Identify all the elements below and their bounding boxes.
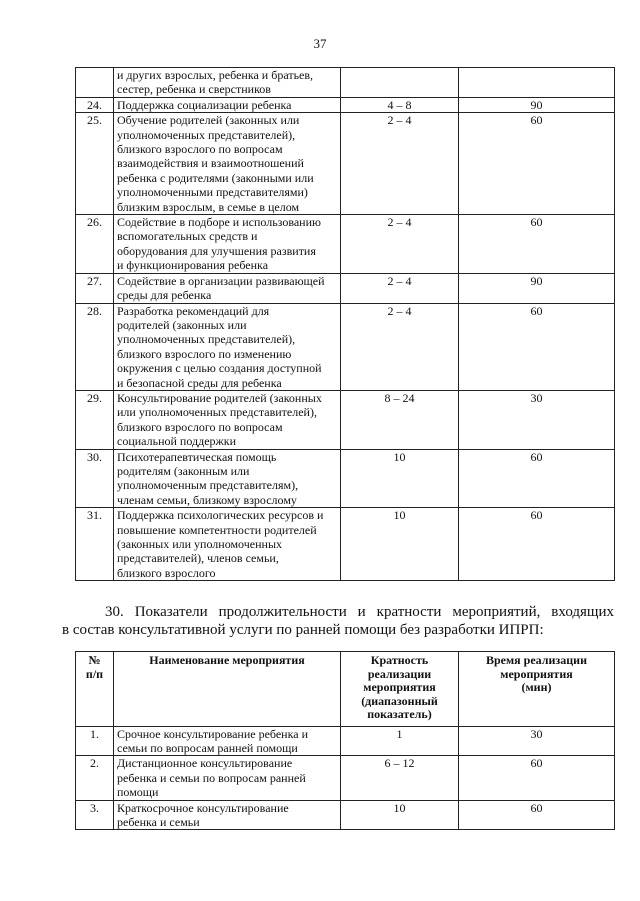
activity-name-line: семьи по вопросам ранней помощи — [117, 740, 298, 755]
cell-duration: 30 — [459, 390, 615, 449]
cell-duration: 30 — [459, 726, 615, 756]
cell-frequency: 2 – 4 — [341, 215, 459, 274]
cell-number: 28. — [76, 303, 114, 390]
page-number: 37 — [313, 36, 327, 51]
header-duration — [459, 652, 615, 727]
activity-name-line: близкого взрослого по вопросам — [117, 419, 283, 434]
activity-name-line: Поддержка психологических ресурсов и — [117, 508, 324, 523]
activity-name-line: Краткосрочное консультирование — [117, 800, 289, 815]
header-frequency-line: (диапазонный — [361, 693, 438, 708]
cell-activity-name — [114, 303, 341, 390]
activity-name-line: уполномоченными представителями) — [117, 185, 308, 200]
cell-activity-name — [114, 215, 341, 274]
header-number-line: п/п — [85, 666, 104, 681]
cell-number: 30. — [76, 449, 114, 508]
cell-number: 1. — [76, 726, 114, 756]
consultation-activities-table — [75, 651, 615, 830]
activity-name-line: Обучение родителей (законных или — [117, 113, 300, 128]
activity-name-line: Срочное консультирование ребенка и — [117, 726, 308, 741]
activity-name-line: Дистанционное консультирование — [117, 756, 293, 771]
cell-frequency — [341, 68, 459, 98]
activities-table-continued-body — [76, 68, 615, 581]
consultation-table-body — [76, 726, 615, 830]
table-row — [76, 449, 615, 508]
header-number — [76, 652, 114, 727]
header-frequency — [341, 652, 459, 727]
cell-duration: 90 — [459, 97, 615, 112]
cell-number: 3. — [76, 800, 114, 830]
cell-activity-name — [114, 390, 341, 449]
activity-name-line: и других взрослых, ребенка и братьев, — [117, 68, 314, 82]
activity-name-line: и функционирования ребенка — [117, 258, 269, 273]
activity-name-line: взаимодействия и взаимоотношений — [117, 156, 304, 171]
cell-activity-name — [114, 726, 341, 756]
activity-name-line: или уполномоченных представителей), — [117, 405, 317, 420]
activity-name-line: родителей (законных или — [117, 317, 247, 332]
activity-name-line: членам семьи, близкому взрослому — [117, 492, 297, 507]
cell-activity-name — [114, 800, 341, 830]
cell-number: 24. — [76, 97, 114, 112]
activity-name-line: Содействие в подборе и использованию — [117, 215, 321, 230]
header-frequency-line: Кратность — [370, 653, 429, 667]
cell-frequency: 2 – 4 — [341, 113, 459, 215]
activity-name-line: Психотерапевтическая помощь — [117, 449, 277, 464]
header-duration-line: мероприятия — [500, 666, 573, 681]
activity-name-line: Поддержка социализации ребенка — [117, 97, 292, 112]
activity-name-line: оборудования для улучшения развития — [117, 243, 316, 258]
cell-frequency: 8 – 24 — [341, 390, 459, 449]
cell-activity-name — [114, 113, 341, 215]
table-row — [76, 113, 615, 215]
cell-duration: 60 — [459, 800, 615, 830]
cell-duration: 90 — [459, 273, 615, 303]
table-row — [76, 756, 615, 800]
cell-activity-name — [114, 756, 341, 800]
cell-activity-name — [114, 449, 341, 508]
cell-number — [76, 68, 114, 98]
activity-name-line: ребенка и семьи по вопросам ранней — [117, 770, 306, 785]
consultation-table-header — [76, 652, 615, 727]
cell-number: 29. — [76, 390, 114, 449]
activity-name-line: уполномоченных представителей), — [117, 127, 296, 142]
cell-number: 2. — [76, 756, 114, 800]
cell-frequency: 4 – 8 — [341, 97, 459, 112]
cell-duration: 60 — [459, 508, 615, 581]
activity-name-line: повышение компетентности родителей — [117, 522, 317, 537]
cell-frequency: 6 – 12 — [341, 756, 459, 800]
cell-frequency: 2 – 4 — [341, 273, 459, 303]
cell-duration — [459, 68, 615, 98]
activity-name-line: уполномоченным представителям), — [117, 478, 299, 493]
cell-activity-name — [114, 508, 341, 581]
cell-number: 26. — [76, 215, 114, 274]
section-heading-line-1: 30. Показатели продолжительности и кратности мероприятий, входящих — [105, 604, 614, 620]
activity-name-line: родителям (законным или — [117, 463, 250, 478]
activity-name-line: близкого взрослого — [117, 565, 216, 580]
table-row — [76, 273, 615, 303]
header-row — [76, 652, 615, 727]
header-duration-line: (мин) — [521, 680, 552, 694]
table-row-continued — [76, 68, 615, 98]
activity-name-line: Содействие в организации развивающей — [117, 273, 325, 288]
cell-duration: 60 — [459, 215, 615, 274]
table-row — [76, 726, 615, 756]
activity-name-line: среды для ребенка — [117, 288, 212, 303]
table-row — [76, 390, 615, 449]
cell-activity-name — [114, 97, 341, 112]
cell-activity-name — [114, 273, 341, 303]
activity-name-line: близким взрослым, в семье в целом — [117, 199, 300, 214]
table-row — [76, 97, 615, 112]
activity-name-line: (законных или уполномоченных — [117, 537, 283, 551]
table-row — [76, 303, 615, 390]
header-frequency-line: реализации — [367, 666, 432, 681]
table-row — [76, 508, 615, 581]
table-row — [76, 215, 615, 274]
section-heading-line-2: в состав консультативной услуги по ранней помощи без разработки ИПРП: — [62, 622, 544, 638]
cell-duration: 60 — [459, 756, 615, 800]
activity-name-line: окружения с целью создания доступной — [117, 361, 322, 376]
cell-frequency: 10 — [341, 800, 459, 830]
activities-table-continued — [75, 67, 615, 581]
cell-number: 31. — [76, 508, 114, 581]
table-row — [76, 800, 615, 830]
activity-name-line: социальной поддержки — [117, 434, 237, 449]
activity-name-line: уполномоченных представителей), — [117, 332, 296, 347]
header-activity-name: Наименование мероприятия — [114, 652, 341, 727]
activity-name-line: вспомогательных средств и — [117, 229, 258, 244]
activity-name-line: сестер, ребенка и сверстников — [117, 82, 271, 97]
header-frequency-line: мероприятия — [363, 680, 436, 694]
header-number-line: № — [88, 653, 101, 667]
activity-name-line: близкого взрослого по вопросам — [117, 142, 283, 157]
header-frequency-line: показатель) — [367, 707, 432, 721]
cell-frequency: 2 – 4 — [341, 303, 459, 390]
cell-frequency: 10 — [341, 449, 459, 508]
section-heading — [62, 603, 614, 639]
header-duration-line: Время реализации — [486, 653, 587, 667]
cell-activity-name — [114, 68, 341, 98]
cell-number: 25. — [76, 113, 114, 215]
cell-duration: 60 — [459, 449, 615, 508]
activity-name-line: близкого взрослого по изменению — [117, 346, 292, 361]
cell-frequency: 1 — [341, 726, 459, 756]
cell-duration: 60 — [459, 303, 615, 390]
cell-duration: 60 — [459, 113, 615, 215]
cell-frequency: 10 — [341, 508, 459, 581]
activity-name-line: Разработка рекомендаций для — [117, 303, 270, 318]
cell-number: 27. — [76, 273, 114, 303]
activity-name-line: представителей), членов семьи, — [117, 551, 279, 566]
activity-name-line: Консультирование родителей (законных — [117, 390, 322, 405]
activity-name-line: и безопасной среды для ребенка — [117, 375, 282, 390]
activity-name-line: ребенка с родителями (законными или — [117, 170, 314, 185]
activity-name-line: ребенка и семьи — [117, 814, 200, 829]
activity-name-line: помощи — [117, 785, 159, 800]
